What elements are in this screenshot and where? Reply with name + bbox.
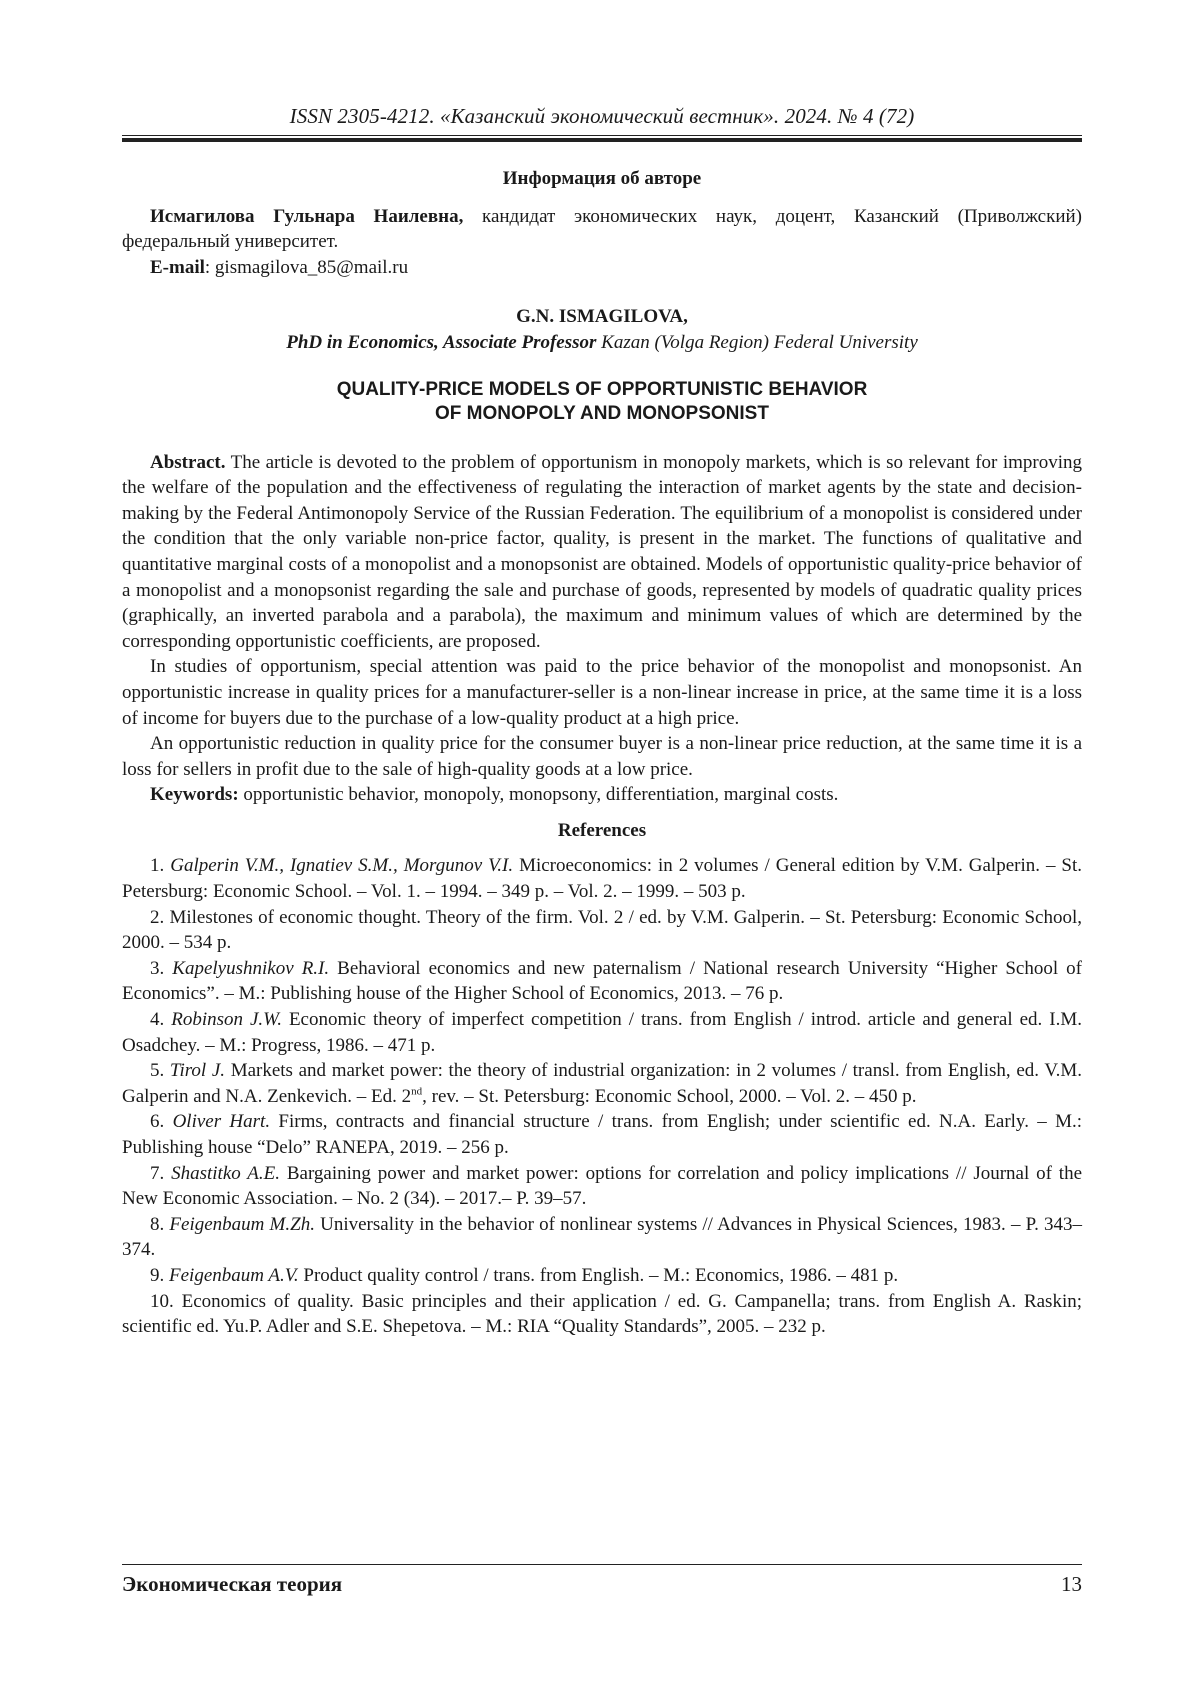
author-description-ru: кандидат экономических наук, доцент, Казанский (Приволжский) федеральный университет. (122, 205, 1083, 253)
author-name-ru: Исмагилова Гульнара Наилевна, (150, 205, 464, 227)
article-title-line-2: OF MONOPOLY AND MONOPSONIST (435, 402, 769, 424)
footer-rule (122, 1564, 1082, 1565)
reference-text-after: , rev. – St. Petersburg: Economic School, 2000. – Vol. 2. – 450 p. (422, 1085, 917, 1107)
abstract-paragraph-1 (122, 450, 1082, 655)
keywords-paragraph (122, 782, 1082, 808)
reference-item-6 (122, 1109, 1082, 1160)
reference-author: Galperin V.M., Ignatiev S.M., Morgunov V.I. (170, 855, 514, 877)
page-content (122, 166, 1082, 1340)
reference-author: Tirol J. (169, 1060, 226, 1082)
reference-item-9 (122, 1263, 1082, 1289)
reference-text: Behavioral economics and new paternalism / National research University “Higher School of Economics”. – M.: Publishing house of the Higher School of Economics, 2013. – 76 p. (122, 957, 1083, 1005)
reference-author: Robinson J.W. (171, 1009, 282, 1031)
reference-number: 5. (150, 1060, 170, 1082)
abstract-paragraph-3: An opportunistic reduction in quality price for the consumer buyer is a non-linear price reduction, at the same time it is a loss for sellers in profit due to the sale of high-quality goods at a low price. (122, 733, 1082, 780)
article-title (122, 378, 1082, 426)
reference-text: Economic theory of imperfect competition / trans. from English / introd. article and general ed. I.M. Osadchey. – M.: Progress, 1986. – 471 p. (122, 1009, 1082, 1056)
reference-item-10 (122, 1289, 1082, 1340)
reference-number: 7. (150, 1162, 172, 1184)
keywords-label: Keywords: (150, 784, 239, 806)
reference-text: Bargaining power and market power: options for correlation and policy implications // Journal of the New Economic Association. – No. 2 (34). – 2017.– P. 39–57. (122, 1162, 1083, 1210)
email-label: E-mail (150, 256, 205, 278)
author-info-title: Информация об авторе (502, 168, 702, 189)
author-affiliation-en (122, 330, 1082, 356)
reference-superscript: nd (411, 1085, 423, 1098)
page-number: 13 (1061, 1572, 1082, 1596)
reference-text: Universality in the behavior of nonlinear systems // Advances in Physical Sciences, 1983. – P. 343–374. (122, 1213, 1082, 1261)
reference-item-2 (122, 905, 1082, 956)
reference-author: Shastitko A.E. (171, 1162, 280, 1184)
references-title: References (557, 819, 647, 841)
reference-number: 4. (150, 1009, 172, 1031)
reference-text: Product quality control / trans. from English. – M.: Economics, 1986. – 481 p. (298, 1264, 899, 1286)
email-value: : gismagilova_85@mail.ru (204, 256, 409, 278)
reference-item-5 (122, 1058, 1082, 1109)
header-rule-thin (122, 135, 1082, 136)
abstract-text-1: The article is devoted to the problem of opportunism in monopoly markets, which is so relevant for improving the welfare of the population and the effectiveness of regulating the interaction of market agents by the state and decision-making by the Federal Antimonopoly Service of the Russian Federation. The equilibrium of a monopolist is considered under the condition that the only variable non-price factor, quality, is present in the market. The functions of qualitative and quantitative marginal costs of a monopolist and a monopsonist are obtained. Models of opportunistic quality-price behavior of a monopolist and a monopsonist regarding the sale and purchase of goods, represented by models of quadratic quality prices (graphically, an inverted parabola and a parabola), the maximum and minimum values of which are determined by the corresponding opportunistic coefficients, are proposed. (122, 451, 1082, 652)
reference-author: Feigenbaum A.V. (169, 1264, 299, 1286)
article-title-line-1: QUALITY-PRICE MODELS OF OPPORTUNISTIC BEHAVIOR (336, 378, 868, 400)
reference-item-7 (122, 1161, 1082, 1212)
author-name-en: G.N. ISMAGILOVA, (516, 306, 688, 328)
reference-number: 9. (150, 1264, 169, 1286)
reference-number: 3. (150, 957, 173, 979)
keywords-text: opportunistic behavior, monopoly, monopsony, differentiation, marginal costs. (238, 784, 839, 806)
reference-item-4 (122, 1007, 1082, 1058)
author-degree-en: PhD in Economics, Associate Professor (286, 331, 597, 353)
journal-header: ISSN 2305-4212. «Казанский экономический вестник». 2024. № 4 (72) (289, 104, 915, 128)
reference-number: 8. (150, 1213, 170, 1235)
reference-number: 1. (150, 855, 171, 877)
reference-text: Microeconomics: in 2 volumes / General edition by V.M. Galperin. – St. Petersburg: Economic School. – Vol. 1. – 1994. – 349 p. – Vol. 2. – 1999. – 503 p. (122, 855, 1083, 903)
reference-number: 2. (150, 906, 170, 928)
abstract-paragraph-2: In studies of opportunism, special attention was paid to the price behavior of the monopolist and monopsonist. An opportunistic increase in quality prices for a manufacturer-seller is a non-linear increase in price, at the same time it is a loss of income for buyers due to the purchase of a low-quality product at a high price. (122, 656, 1082, 729)
header-rule-thick (122, 138, 1082, 142)
reference-text: Milestones of economic thought. Theory of the firm. Vol. 2 / ed. by V.M. Galperin. – St. Petersburg: Economic School, 2000. – 534 p. (122, 906, 1083, 954)
reference-item-3 (122, 956, 1082, 1007)
reference-text: Firms, contracts and financial structure / trans. from English; under scientific ed. N.A. Early. – M.: Publishing house “Delo” RANEPA, 2019. – 256 p. (122, 1111, 1082, 1158)
reference-number: 6. (150, 1111, 173, 1133)
reference-text: Markets and market power: the theory of industrial organization: in 2 volumes / transl. from English, ed. V.M. Galperin and N.A. Zenkevich. – Ed. 2 (122, 1060, 1083, 1107)
author-university-en: Kazan (Volga Region) Federal University (596, 331, 918, 353)
reference-text: Economics of quality. Basic principles and their application / ed. G. Campanella; trans. from English A. Raskin; scientific ed. Yu.P. Adler and S.E. Shepetova. – M.: RIA “Quality Standards”, 2005. – 232 p. (122, 1290, 1082, 1338)
abstract-label: Abstract. (150, 451, 226, 473)
reference-number: 10. (150, 1290, 182, 1312)
reference-author: Kapelyushnikov R.I. (172, 957, 330, 979)
reference-item-1 (122, 853, 1082, 904)
author-email-line (122, 255, 1082, 281)
footer-section-title: Экономическая теория (122, 1572, 343, 1596)
author-info-paragraph (122, 204, 1082, 255)
reference-item-8 (122, 1212, 1082, 1263)
reference-author: Feigenbaum M.Zh. (169, 1213, 315, 1235)
reference-author: Oliver Hart. (172, 1111, 271, 1133)
